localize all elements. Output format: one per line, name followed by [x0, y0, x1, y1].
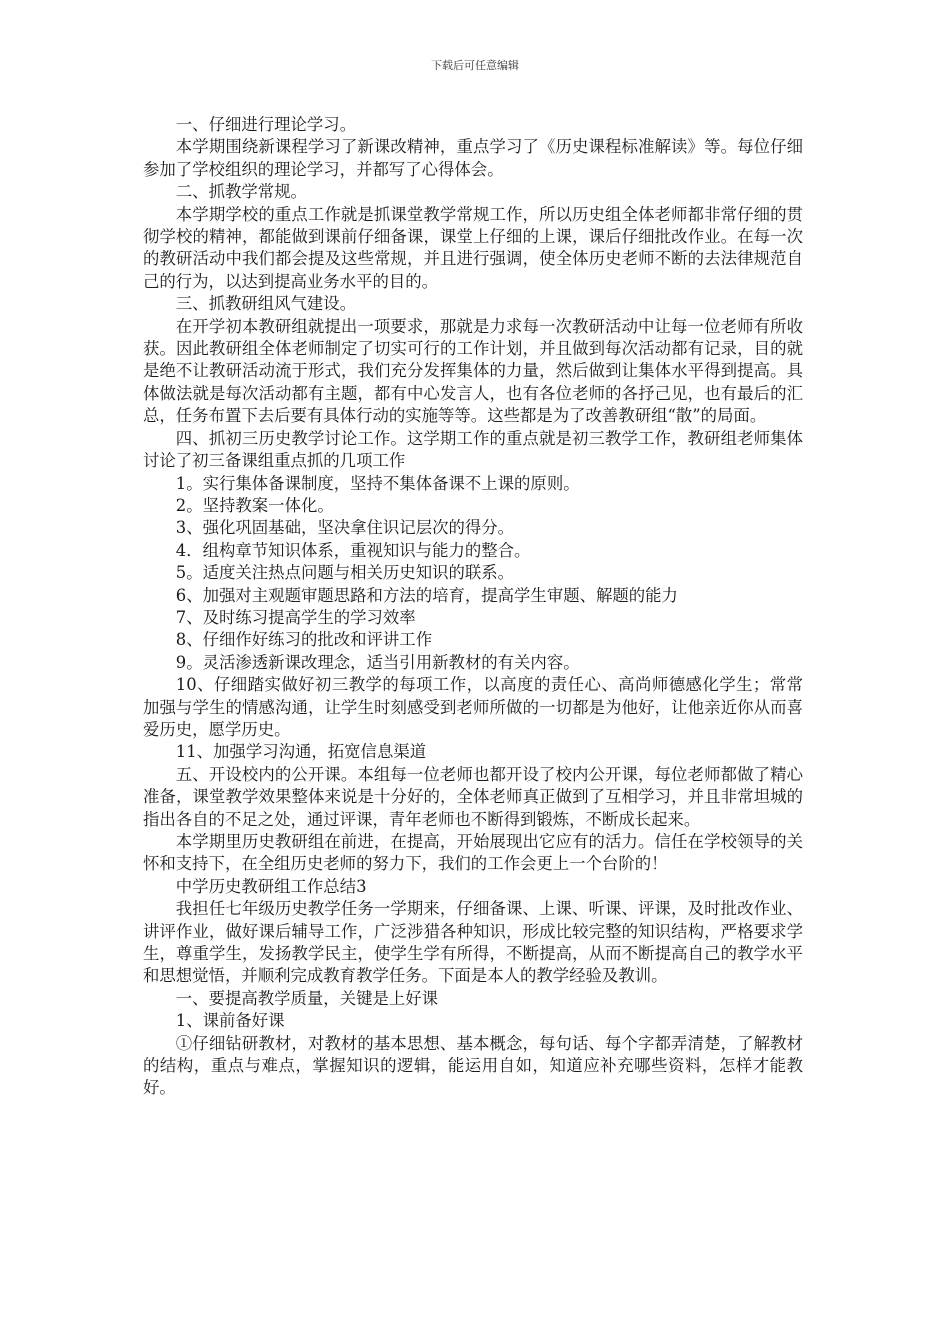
paragraph: 我担任七年级历史教学任务一学期来，仔细备课、上课、听课、评课，及时批改作业、讲评作业，做好课后辅导工作，广泛涉猎各种知识，形成比较完整的知识结构，严格要求学生，尊重学生，发扬教学民主，使学生学有所得，不断提高，从而不断提高自己的教学水平和思想觉悟，并顺利完成教育教学任务。下面是本人的教学经验及教训。	[143, 899, 803, 986]
paragraph: 3、强化巩固基础，坚决拿住识记层次的得分。	[175, 518, 515, 538]
paragraph: 5。适度关注热点问题与相关历史知识的联系。	[175, 563, 515, 583]
paragraph: 本学期里历史教研组在前进，在提高，开始展现出它应有的活力。信任在学校领导的关怀和支持下，在全组历史老师的努力下，我们的工作会更上一个台阶的！	[143, 832, 803, 874]
paragraph: 二、抓教学常规。	[175, 182, 307, 202]
paragraph: 一、仔细进行理论学习。	[175, 115, 357, 134]
paragraph: 9。灵活渗透新课改理念，适当引用新教材的有关内容。	[175, 652, 580, 672]
paragraph: 五、开设校内的公开课。本组每一位老师也都开设了校内公开课，每位老师都做了精心准备，课堂教学效果整体来说是十分好的，全体老师真正做到了互相学习，并且非常坦城的指出各自的不足之处，通过评课，青年老师也不断得到锻炼，不断成长起来。	[143, 764, 803, 829]
paragraph: 2。坚持教案一体化。	[175, 495, 334, 515]
paragraph: ①仔细钻研教材，对教材的基本思想、基本概念，每句话、每个字都弄清楚，了解教材的结构，重点与难点，掌握知识的逻辑，能运用自如，知道应补充哪些资料，怎样才能教好。	[143, 1033, 803, 1098]
section-title: 中学历史教研组工作总结3	[175, 876, 367, 896]
paragraph: 本学期围绕新课程学习了新课改精神，重点学习了《历史课程标准解读》等。每位仔细参加了学校组织的理论学习，并都写了心得体会。	[143, 137, 803, 179]
paragraph: 1。实行集体备课制度，坚持不集体备课不上课的原则。	[175, 473, 580, 493]
paragraph: 11、加强学习沟通，拓宽信息渠道	[175, 742, 427, 762]
paragraph: 6、加强对主观题审题思路和方法的培育，提高学生审题、解题的能力	[175, 585, 678, 605]
paragraph: 本学期学校的重点工作就是抓课堂教学常规工作，所以历史组全体老师都非常仔细的贯彻学校的精神，都能做到课前仔细备课，课堂上仔细的上课，课后仔细批改作业。在每一次的教研活动中我们都会提及这些常规，并且进行强调，使全体历史老师不断的去法律规范自己的行为，以达到提高业务水平的目的。	[143, 204, 803, 291]
paragraph: 4．组构章节知识体系，重视知识与能力的整合。	[175, 540, 531, 560]
paragraph: 7、及时练习提高学生的学习效率	[175, 607, 416, 627]
paragraph: 8、仔细作好练习的批改和评讲工作	[175, 630, 433, 650]
paragraph: 三、抓教研组风气建设。	[175, 294, 357, 314]
paragraph: 一、要提高教学质量，关键是上好课	[175, 988, 439, 1008]
paragraph: 10、仔细踏实做好初三教学的每项工作，以高度的责任心、高尚师德感化学生；常常加强与学生的情感沟通，让学生时刻感受到老师所做的一切都是为他好，让他亲近你从而喜爱历史，愿学历史。	[143, 675, 803, 739]
document-body	[143, 114, 803, 1100]
paragraph: 1、课前备好课	[175, 1011, 285, 1031]
paragraph: 在开学初本教研组就提出一项要求，那就是力求每一次教研活动中让每一位老师有所收获。因此教研组全体老师制定了切实可行的工作计划，并且做到每次活动都有记录，目的就是绝不让教研活动流于形式，我们充分发挥集体的力量，然后做到让集体水平得到提高。具体做法就是每次活动都有主题，都有中心发言人，也有各位老师的各抒己见，也有最后的汇总，任务布置下去后要有具体行动的实施等等。这些都是为了改善教研组“散”的局面。	[143, 316, 803, 426]
page-header: 下载后可任意编辑	[431, 59, 519, 72]
paragraph: 四、抓初三历史教学讨论工作。这学期工作的重点就是初三教学工作，教研组老师集体讨论了初三备课组重点抓的几项工作	[143, 428, 803, 471]
